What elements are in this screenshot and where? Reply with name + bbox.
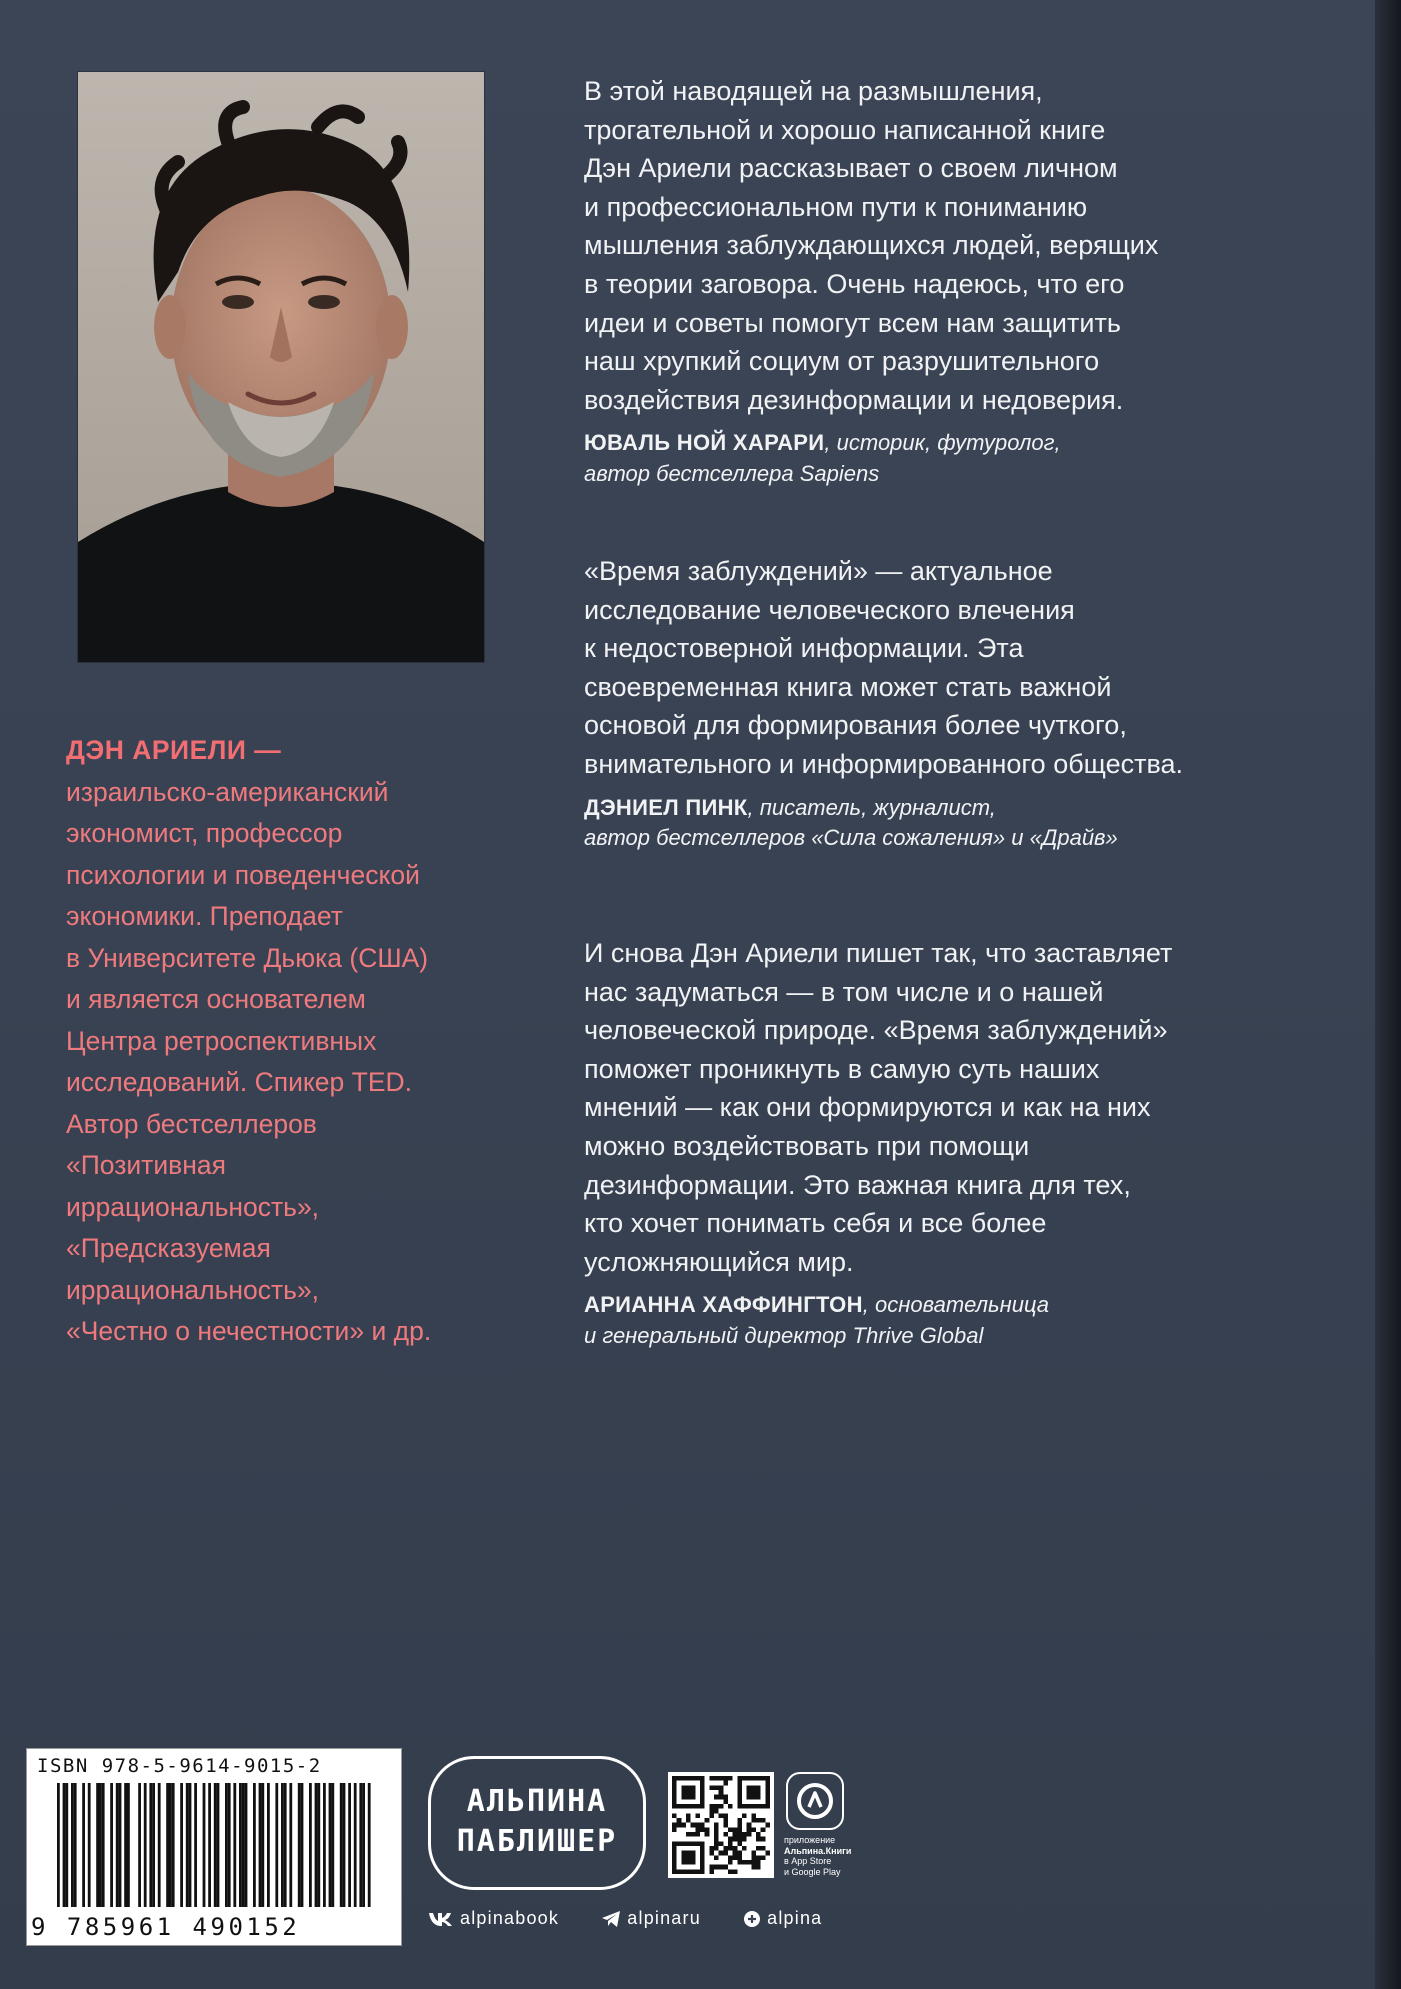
qr-module	[714, 1827, 719, 1832]
qr-module	[761, 1818, 766, 1823]
barcode-bar	[96, 1783, 99, 1907]
app-note-line: приложение	[784, 1835, 836, 1845]
qr-module	[714, 1865, 719, 1870]
bio-line: экономики. Преподает	[66, 901, 343, 931]
quote-attribution	[584, 793, 1183, 854]
qr-module	[714, 1841, 719, 1846]
bio-line: психологии и поведенческой	[66, 859, 420, 890]
qr-module	[700, 1827, 705, 1832]
qr-module	[695, 1823, 700, 1828]
bio-line: и является основателем	[66, 984, 366, 1014]
qr-module	[719, 1804, 724, 1809]
vk-icon	[428, 1911, 454, 1927]
barcode-bar	[368, 1783, 371, 1907]
quote-author-role: , основательница	[862, 1292, 1050, 1318]
qr-module	[709, 1813, 714, 1818]
qr-code	[668, 1772, 774, 1878]
alpina-app-icon	[786, 1772, 844, 1830]
quote-line: усложняющийся мир.	[584, 1246, 854, 1277]
barcode-bar	[217, 1783, 220, 1907]
barcode-bar	[172, 1783, 175, 1907]
qr-module	[742, 1813, 747, 1818]
qr-module	[672, 1823, 677, 1828]
qr-module	[686, 1818, 691, 1823]
qr-finder	[672, 1869, 705, 1874]
quote-line: Дэн Ариели рассказывает о своем личном	[584, 153, 1118, 184]
bio-line: «Предсказуемая	[66, 1233, 271, 1263]
qr-finder	[672, 1804, 705, 1809]
quote-line: внимательного и информированного общества.	[584, 748, 1184, 779]
qr-module	[719, 1785, 724, 1790]
alpina-logo-icon	[788, 1774, 842, 1828]
bio-line: «Честно о нечестности» и др.	[66, 1316, 432, 1346]
social-vk	[428, 1908, 565, 1928]
qr-module	[719, 1851, 724, 1856]
bio-line: Центра ретроспективных	[66, 1025, 377, 1056]
barcode-bar	[208, 1783, 211, 1907]
qr-module	[695, 1813, 700, 1818]
barcode-bar	[63, 1783, 66, 1907]
qr-module	[714, 1795, 719, 1800]
publisher-logo	[428, 1756, 646, 1890]
barcode-bar	[127, 1783, 130, 1907]
qr-module	[709, 1851, 714, 1856]
barcode-bar	[284, 1783, 287, 1907]
barcode-bar	[267, 1783, 270, 1907]
qr-module	[756, 1846, 761, 1851]
qr-module	[756, 1860, 761, 1865]
qr-module	[723, 1813, 728, 1818]
qr-module	[723, 1799, 728, 1804]
qr-finder	[737, 1804, 770, 1809]
qr-module	[691, 1832, 696, 1837]
barcode-bar	[253, 1783, 256, 1907]
qr-module	[756, 1818, 761, 1823]
quote-line: мышления заблуждающихся людей, верящих	[584, 230, 1159, 261]
qr-module	[719, 1790, 724, 1795]
qr-module	[733, 1827, 738, 1832]
qr-module	[677, 1823, 682, 1828]
barcode-bar	[245, 1783, 248, 1907]
review-quote	[584, 552, 1183, 854]
barcode-bar	[149, 1783, 152, 1907]
quote-line: поможет проникнуть в самую суть наших	[584, 1053, 1100, 1084]
barcode-bar	[343, 1783, 346, 1907]
barcode-bar	[144, 1783, 147, 1907]
qr-module	[709, 1785, 714, 1790]
quote-line: и профессиональном пути к пониманию	[584, 191, 1088, 222]
qr-module	[737, 1860, 742, 1865]
barcode-bar	[317, 1783, 320, 1907]
qr-module	[719, 1841, 724, 1846]
bio-line: Автор бестселлеров	[66, 1108, 317, 1139]
qr-module	[714, 1823, 719, 1828]
barcode-bar	[138, 1783, 141, 1907]
qr-module	[714, 1855, 719, 1860]
quote-line: трогательной и хорошо написанной книге	[584, 114, 1106, 145]
barcode-bar	[186, 1783, 189, 1907]
qr-module	[723, 1795, 728, 1800]
qr-finder	[737, 1776, 770, 1781]
app-store-note	[784, 1835, 874, 1877]
qr-module	[714, 1832, 719, 1837]
qr-module	[761, 1837, 766, 1842]
quote-line: идеи и советы помогут всем нам защитить	[584, 307, 1121, 338]
barcode-bar	[57, 1783, 60, 1907]
qr-module	[719, 1865, 724, 1870]
qr-module	[705, 1818, 710, 1823]
qr-module	[714, 1809, 719, 1814]
quote-author-role: автор бестселлера Sapiens	[584, 460, 880, 486]
qr-code-pattern	[672, 1776, 770, 1874]
qr-finder	[672, 1776, 677, 1809]
barcode-bar	[362, 1783, 365, 1907]
social-label: alpinabook	[460, 1908, 560, 1928]
qr-module	[705, 1832, 710, 1837]
author-bio-block	[66, 730, 516, 1353]
isbn-label: ISBN 978-5-9614-9015-2	[37, 1755, 322, 1777]
barcode-bar	[309, 1783, 312, 1907]
qr-module	[733, 1855, 738, 1860]
quote-author: ДЭНИЕЛ ПИНК	[584, 794, 748, 820]
qr-module	[756, 1855, 761, 1860]
author-photo	[78, 72, 484, 662]
qr-module	[733, 1869, 738, 1874]
quote-line: можно воздействовать при помощи	[584, 1130, 1030, 1161]
qr-module	[723, 1781, 728, 1786]
qr-module	[695, 1832, 700, 1837]
review-quote	[584, 934, 1172, 1351]
qr-module	[761, 1827, 766, 1832]
qr-module	[733, 1851, 738, 1856]
quote-text	[584, 552, 1183, 784]
qr-module	[714, 1846, 719, 1851]
barcode-bar	[189, 1783, 192, 1907]
qr-module	[714, 1785, 719, 1790]
quote-line: в теории заговора. Очень надеюсь, что его	[584, 268, 1125, 299]
quote-line: В этой наводящей на размышления,	[584, 76, 1043, 106]
qr-module	[677, 1818, 682, 1823]
barcode-bar	[298, 1783, 301, 1907]
app-note-line: в App Store	[784, 1856, 832, 1866]
qr-module	[737, 1855, 742, 1860]
social-label: alpinaru	[627, 1908, 701, 1928]
barcode-bar	[158, 1783, 161, 1907]
author-bio	[66, 772, 516, 1353]
quote-line: наш хрупкий социум от разрушительного	[584, 346, 1100, 377]
barcode-bar	[348, 1783, 351, 1907]
qr-module	[709, 1865, 714, 1870]
qr-module	[756, 1837, 761, 1842]
qr-module	[723, 1851, 728, 1856]
barcode-bar	[315, 1783, 318, 1907]
quote-text	[584, 934, 1172, 1281]
qr-module	[714, 1776, 719, 1781]
barcode-bar	[329, 1783, 332, 1907]
qr-module	[709, 1776, 714, 1781]
barcode-bar	[289, 1783, 292, 1907]
barcode-bar	[116, 1783, 119, 1907]
quote-line: дезинформации. Это важная книга для тех,	[584, 1169, 1131, 1200]
qr-module	[737, 1851, 742, 1856]
qr-module	[751, 1865, 756, 1870]
qr-module	[747, 1832, 752, 1837]
barcode-bar	[88, 1783, 91, 1907]
qr-module	[733, 1832, 738, 1837]
qr-module	[700, 1823, 705, 1828]
qr-module	[719, 1813, 724, 1818]
qr-module	[737, 1827, 742, 1832]
qr-module	[686, 1813, 691, 1818]
qr-module	[723, 1818, 728, 1823]
qr-module	[728, 1776, 733, 1781]
bio-line: экономист, профессор	[66, 818, 343, 848]
qr-module	[737, 1823, 742, 1828]
qr-module	[747, 1827, 752, 1832]
quote-author-role: , писатель, журналист,	[747, 794, 996, 820]
qr-module	[709, 1809, 714, 1814]
quote-line: «Время заблуждений» — актуальное	[584, 556, 1053, 586]
barcode-bar	[82, 1783, 85, 1907]
app-note-line: Альпина.Книги	[784, 1845, 852, 1856]
quote-author-role: и генеральный директор Thrive Global	[584, 1322, 984, 1348]
barcode-bar	[203, 1783, 206, 1907]
bio-line: исследований. Спикер TED.	[66, 1067, 412, 1097]
qr-finder	[747, 1785, 761, 1799]
social-other	[743, 1908, 822, 1928]
qr-module	[733, 1846, 738, 1851]
barcode-bar	[239, 1783, 242, 1907]
telegram-icon	[601, 1910, 621, 1928]
barcode-bar	[359, 1783, 362, 1907]
qr-finder	[672, 1841, 677, 1874]
barcode-bar	[180, 1783, 183, 1907]
barcode-bar	[354, 1783, 357, 1907]
publisher-name-line: АЛЬПИНА	[466, 1784, 608, 1819]
qr-finder	[672, 1776, 705, 1781]
barcode-bar	[71, 1783, 74, 1907]
barcode-bar	[99, 1783, 102, 1907]
barcode-bar	[169, 1783, 172, 1907]
publisher-name-line: ПАБЛИШЕР	[456, 1824, 618, 1859]
qr-module	[728, 1837, 733, 1842]
qr-module	[737, 1841, 742, 1846]
qr-finder	[700, 1776, 705, 1809]
quote-line: к недостоверной информации. Эта	[584, 633, 1024, 664]
quote-attribution	[584, 428, 1158, 489]
qr-module	[695, 1827, 700, 1832]
quote-line: И снова Дэн Ариели пишет так, что заставляет	[584, 938, 1173, 968]
bio-line: иррациональность»,	[66, 1274, 320, 1305]
qr-module	[751, 1860, 756, 1865]
qr-module	[681, 1823, 686, 1828]
barcode-bar	[261, 1783, 264, 1907]
quote-line: нас задуматься — в том числе и о нашей	[584, 976, 1104, 1007]
qr-module	[719, 1776, 724, 1781]
qr-module	[751, 1855, 756, 1860]
quote-author-role: , историк, футуролог,	[824, 430, 1061, 456]
barcode-bar	[228, 1783, 231, 1907]
qr-module	[742, 1837, 747, 1842]
qr-module	[723, 1776, 728, 1781]
barcode-bar	[166, 1783, 169, 1907]
qr-module	[728, 1846, 733, 1851]
quote-line: кто хочет понимать себя и все более	[584, 1208, 1047, 1239]
barcode-bar	[225, 1783, 228, 1907]
barcode-bar	[323, 1783, 326, 1907]
qr-module	[737, 1837, 742, 1842]
qr-module	[723, 1832, 728, 1837]
qr-module	[747, 1860, 752, 1865]
barcode-bar	[281, 1783, 284, 1907]
barcode-bar	[124, 1783, 127, 1907]
qr-module	[733, 1837, 738, 1842]
barcode-bar	[194, 1783, 197, 1907]
qr-module	[709, 1846, 714, 1851]
qr-module	[723, 1823, 728, 1828]
quote-author: ЮВАЛЬ НОЙ ХАРАРИ	[584, 430, 825, 456]
bio-line: иррациональность»,	[66, 1191, 320, 1222]
qr-module	[728, 1869, 733, 1874]
barcode-bar	[275, 1783, 278, 1907]
qr-module	[723, 1865, 728, 1870]
qr-module	[714, 1837, 719, 1842]
qr-module	[719, 1795, 724, 1800]
author-portrait-illustration	[78, 72, 484, 662]
isbn-barcode	[26, 1748, 402, 1946]
social-label: alpina	[767, 1908, 823, 1928]
book-spine-edge	[1375, 0, 1401, 1989]
quote-line: человеческой природе. «Время заблуждений»	[584, 1015, 1168, 1046]
qr-module	[765, 1851, 770, 1856]
quote-line: основой для формирования более чуткого,	[584, 710, 1127, 741]
barcode-bar	[102, 1783, 105, 1907]
qr-finder	[672, 1841, 705, 1846]
quote-text	[584, 72, 1158, 419]
quote-line: исследование человеческого влечения	[584, 594, 1075, 625]
quote-line: мнений — как они формируются и как на них	[584, 1092, 1151, 1123]
barcode-bar	[340, 1783, 343, 1907]
quote-line: своевременная книга может стать важной	[584, 671, 1112, 702]
barcode-bar	[110, 1783, 113, 1907]
qr-module	[728, 1855, 733, 1860]
barcode-bar	[119, 1783, 122, 1907]
qr-module	[756, 1865, 761, 1870]
barcode-bar	[65, 1783, 68, 1907]
qr-module	[709, 1804, 714, 1809]
isbn-digits: 9 785961 490152	[31, 1913, 301, 1941]
qr-module	[709, 1869, 714, 1874]
bio-line: «Позитивная	[66, 1150, 226, 1180]
qr-module	[723, 1846, 728, 1851]
qr-module	[765, 1823, 770, 1828]
qr-finder	[700, 1841, 705, 1874]
barcode-bar	[259, 1783, 262, 1907]
barcode-bar	[152, 1783, 155, 1907]
quote-attribution	[584, 1290, 1172, 1351]
social-telegram	[601, 1908, 707, 1928]
qr-module	[686, 1832, 691, 1837]
social-links	[428, 1908, 858, 1929]
qr-finder	[765, 1776, 770, 1809]
qr-module	[672, 1827, 677, 1832]
bio-line: в Университете Дьюка (США)	[66, 942, 429, 973]
qr-module	[728, 1827, 733, 1832]
qr-finder	[681, 1851, 695, 1865]
barcode-bar	[331, 1783, 334, 1907]
plus-circle-icon	[743, 1910, 761, 1928]
qr-module	[751, 1818, 756, 1823]
bio-line: израильско-американский	[66, 776, 389, 807]
barcode-bar	[233, 1783, 236, 1907]
qr-module	[761, 1846, 766, 1851]
review-quote	[584, 72, 1158, 489]
quote-author: АРИАННА ХАФФИНГТОН	[584, 1292, 863, 1318]
quote-author-role: автор бестселлеров «Сила сожаления» и «Драйв»	[584, 825, 1118, 851]
qr-module	[756, 1832, 761, 1837]
qr-module	[691, 1823, 696, 1828]
qr-module	[672, 1813, 677, 1818]
app-note-line: и Google Play	[784, 1866, 841, 1877]
qr-module	[747, 1823, 752, 1828]
qr-module	[737, 1818, 742, 1823]
qr-module	[761, 1855, 766, 1860]
qr-module	[728, 1804, 733, 1809]
barcode-bar	[74, 1783, 77, 1907]
barcode-bar	[214, 1783, 217, 1907]
qr-finder	[681, 1785, 695, 1799]
barcode-bar	[301, 1783, 304, 1907]
qr-module	[742, 1860, 747, 1865]
author-name: ДЭН АРИЕЛИ —	[66, 735, 282, 765]
qr-module	[751, 1813, 756, 1818]
qr-module	[742, 1832, 747, 1837]
qr-module	[751, 1827, 756, 1832]
qr-module	[751, 1851, 756, 1856]
barcode-bar	[242, 1783, 245, 1907]
qr-module	[737, 1832, 742, 1837]
qr-module	[728, 1841, 733, 1846]
quote-line: воздействия дезинформации и недоверия.	[584, 384, 1124, 415]
qr-module	[728, 1860, 733, 1865]
qr-module	[714, 1804, 719, 1809]
qr-finder	[737, 1776, 742, 1809]
qr-module	[742, 1846, 747, 1851]
qr-module	[705, 1827, 710, 1832]
